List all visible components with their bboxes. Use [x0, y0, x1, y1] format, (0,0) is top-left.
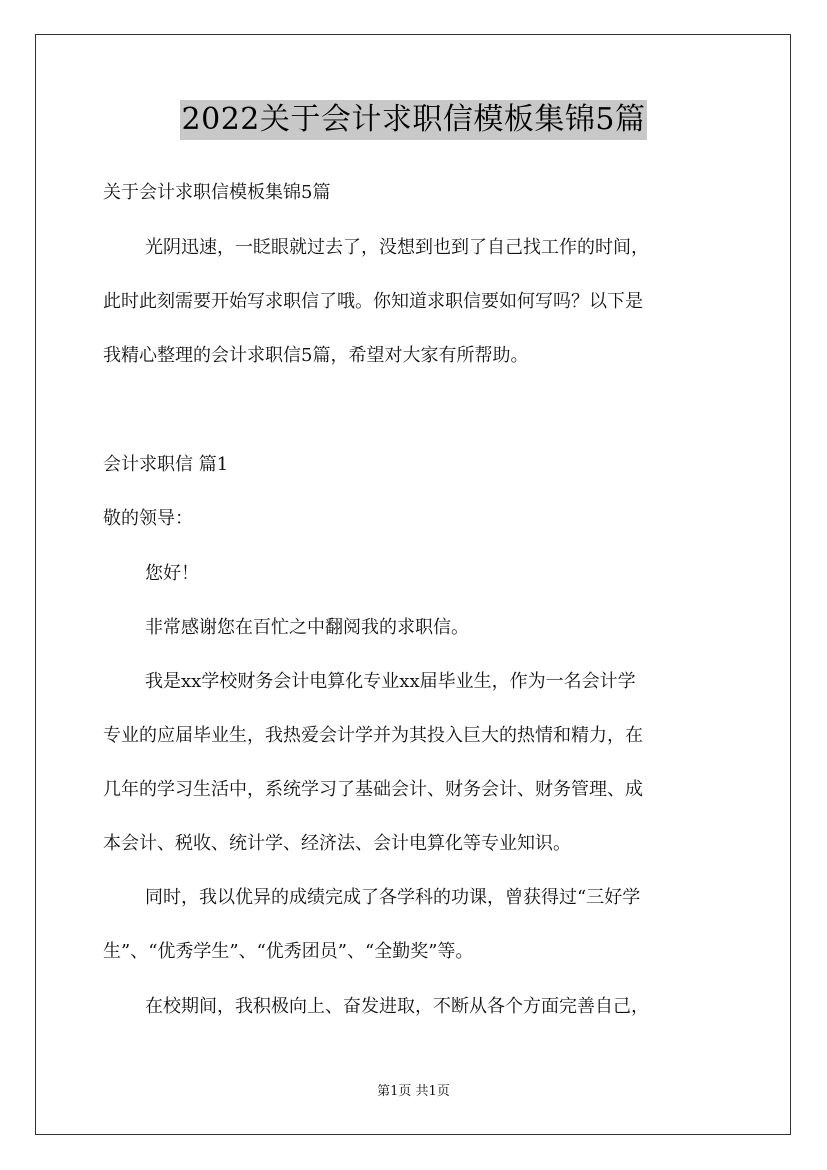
greeting: 您好！: [145, 563, 199, 584]
thanks-line: 非常感谢您在百忙之中翻阅我的求职信。: [145, 617, 469, 638]
paragraph2-line-2: 生”、“优秀学生”、“优秀团员”、“全勤奖”等。: [103, 941, 474, 962]
page-footer: 第1页 共1页: [377, 1084, 450, 1099]
paragraph2-line-1: 同时，我以优异的成绩完成了各学科的功课，曾获得过“三好学: [145, 887, 641, 908]
title-container: [0, 100, 827, 140]
paragraph1-line-1: 我是xx学校财务会计电算化专业xx届毕业生，作为一名会计学: [145, 671, 636, 692]
paragraph1-line-4: 本会计、税收、统计学、经济法、会计电算化等专业知识。: [103, 833, 571, 854]
paragraph1-line-3: 几年的学习生活中，系统学习了基础会计、财务会计、财务管理、成: [103, 779, 643, 800]
document-title: 2022关于会计求职信模板集锦5篇: [180, 100, 648, 140]
salutation: 敬的领导：: [103, 508, 193, 529]
section-heading: 会计求职信 篇1: [103, 454, 229, 475]
paragraph1-line-2: 专业的应届毕业生，我热爱会计学并为其投入巨大的热情和精力，在: [103, 725, 643, 746]
paragraph3-line-1: 在校期间，我积极向上、奋发进取，不断从各个方面完善自己，: [145, 996, 649, 1017]
intro-line-3: 我精心整理的会计求职信5篇，希望对大家有所帮助。: [103, 345, 529, 366]
document-subtitle: 关于会计求职信模板集锦5篇: [103, 182, 331, 203]
intro-line-1: 光阴迅速，一眨眼就过去了，没想到也到了自己找工作的时间，: [145, 237, 649, 258]
intro-line-2: 此时此刻需要开始写求职信了哦。你知道求职信要如何写吗？以下是: [103, 291, 643, 312]
